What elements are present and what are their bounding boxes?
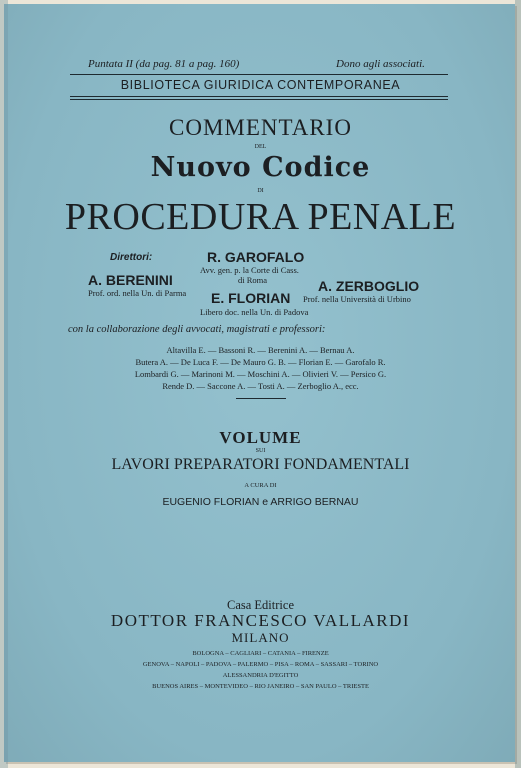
director-garofalo: R. GAROFALO — [207, 249, 305, 265]
collaboration-intro: con la collaborazione degli avvocati, magistrati e professori: — [68, 324, 326, 335]
collaborators-line-2: Butera A. — De Luca F. — De Mauro G. B. — Florian E. — Garofalo R. — [135, 357, 386, 367]
title-commentario: COMMENTARIO — [169, 115, 352, 140]
title-procedura-penale: PROCEDURA PENALE — [64, 196, 457, 238]
gift-note: Dono agli associati. — [336, 58, 425, 70]
collaborators-line-3: Lombardi G. — Marinoni M. — Moschini A. — Olivieri V. — Persico G. — [134, 369, 387, 379]
title-nuovo-codice: Nuovo Codice — [150, 152, 371, 183]
publisher-cities-4: BUENOS AIRES – MONTEVIDEO – RIO JANEIRO – SAN PAULO – TRIESTE — [152, 683, 369, 690]
volume-title: VOLUME — [219, 428, 302, 447]
director-zerboglio-role: Prof. nella Università di Urbino — [303, 294, 411, 304]
director-garofalo-role-1: Avv. gen. p. la Corte di Cass. — [200, 265, 299, 275]
volume-subject: LAVORI PREPARATORI FONDAMENTALI — [111, 456, 410, 473]
header-rule-bottom — [70, 96, 448, 97]
volume-sui: SUI — [255, 448, 266, 454]
header-rule-bottom-thin — [70, 99, 448, 100]
publisher-city: MILANO — [231, 630, 290, 645]
director-zerboglio: A. ZERBOGLIO — [318, 278, 420, 294]
volume-editors: EUGENIO FLORIAN e ARRIGO BERNAU — [162, 496, 359, 508]
director-garofalo-role-2: di Roma — [238, 275, 268, 285]
section-divider — [236, 398, 286, 399]
series-title: BIBLIOTECA GIURIDICA CONTEMPORANEA — [120, 78, 401, 92]
director-berenini-role: Prof. ord. nella Un. di Parma — [88, 288, 187, 298]
title-di: DI — [257, 188, 264, 194]
publisher-casa: Casa Editrice — [227, 598, 294, 612]
director-florian: E. FLORIAN — [211, 290, 291, 306]
collaborators-line-1: Altavilla E. — Bassoni R. — Berenini A. — Bernau A. — [166, 345, 355, 355]
volume-a-cura: A CURA DI — [244, 482, 277, 489]
director-berenini: A. BERENINI — [88, 272, 173, 288]
publisher-cities-1: BOLOGNA – CAGLIARI – CATANIA – FIRENZE — [192, 650, 329, 657]
publisher-cities-2: GENOVA – NAPOLI – PADOVA – PALERMO – PISA – ROMA – SASSARI – TORINO — [142, 661, 379, 668]
publisher-name: DOTTOR FRANCESCO VALLARDI — [110, 611, 411, 630]
director-florian-role: Libero doc. nella Un. di Padova — [200, 307, 309, 317]
title-del: DEL — [254, 144, 267, 150]
directors-label: Direttori: — [110, 252, 153, 263]
header-rule-top — [70, 74, 448, 75]
installment-note: Puntata II (da pag. 81 a pag. 160) — [88, 58, 240, 70]
publisher-cities-3: ALESSANDRIA D'EGITTO — [222, 672, 299, 679]
collaborators-line-4: Rende D. — Saccone A. — Tosti A. — Zerboglio A., ecc. — [162, 381, 359, 391]
